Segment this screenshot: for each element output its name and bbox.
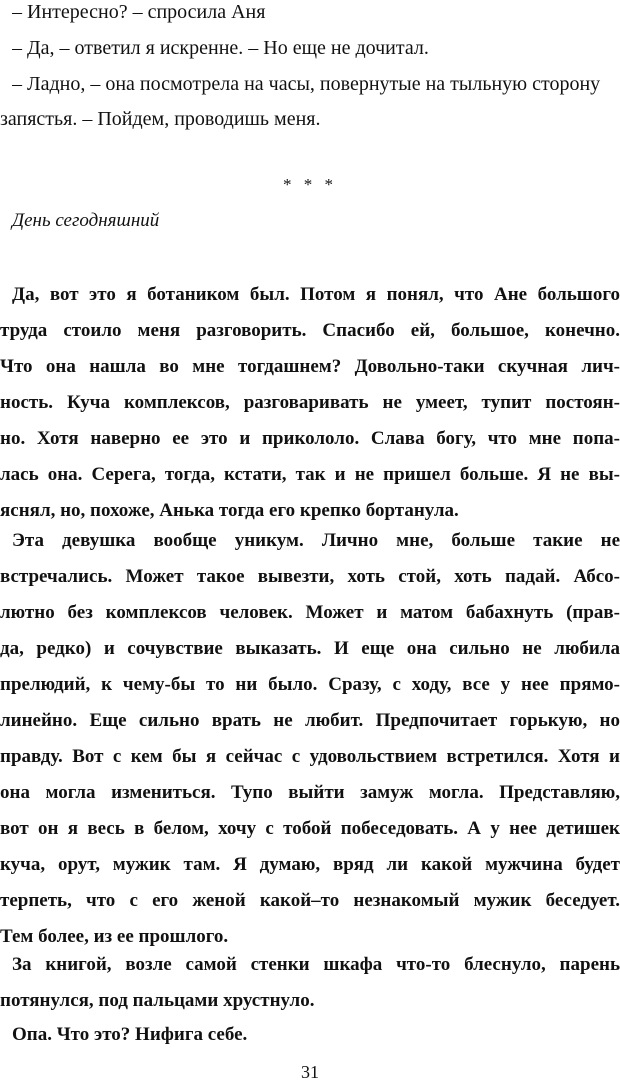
text-line: Опа. Что это? Нифига себе. bbox=[12, 1024, 248, 1045]
paragraph bbox=[0, 947, 620, 1019]
text-line: встречались. Может такое вывезти, хоть стой, хоть падай. Абсо- bbox=[0, 566, 620, 587]
text-line: вот он я весь в белом, хочу с тобой побеседовать. А у нее детишек bbox=[0, 818, 620, 839]
text-line: да, редко) и сочувствие выказать. И еще она сильно не любила bbox=[0, 638, 620, 659]
section-separator: * * * bbox=[283, 175, 337, 194]
text-line: Тем более, из ее прошлого. bbox=[0, 926, 229, 947]
dialogue-line: – Интересно? – спросила Аня bbox=[12, 1, 266, 23]
dialogue-line: – Да, – ответил я искренне. – Но еще не дочитал. bbox=[12, 37, 429, 59]
text-line: но. Хотя наверно ее это и прикололо. Слава богу, что мне попа- bbox=[0, 428, 620, 449]
text-line: терпеть, что с его женой какой–то незнакомый мужик беседует. bbox=[0, 890, 620, 911]
paragraph bbox=[0, 1017, 620, 1053]
dialogue-line: запястья. – Пойдем, проводишь меня. bbox=[0, 108, 321, 130]
text-line: куча, орут, мужик там. Я думаю, вряд ли какой мужчина будет bbox=[0, 854, 620, 875]
dialogue-line: – Ладно, – она посмотрела на часы, повернутые на тыльную сторону bbox=[12, 73, 601, 95]
text-line: правду. Вот с кем бы я сейчас с удовольствием встретился. Хотя и bbox=[0, 746, 620, 767]
paragraph bbox=[0, 277, 620, 529]
section-subtitle: День сегодняшний bbox=[12, 210, 160, 231]
text-line: яснял, но, похоже, Анька тогда его крепко бортанула. bbox=[0, 500, 459, 521]
text-line: Что она нашла во мне тогдашнем? Довольно-таки скучная лич- bbox=[0, 356, 620, 377]
text-line: прелюдий, к чему-бы то ни было. Сразу, с ходу, все у нее прямо- bbox=[0, 674, 620, 695]
paragraph bbox=[0, 523, 620, 955]
text-line: труда стоило меня разговорить. Спасибо ей, большое, конечно. bbox=[0, 320, 620, 341]
text-line: лютно без комплексов человек. Может и матом бабахнуть (прав- bbox=[0, 602, 620, 623]
text-line: она могла измениться. Тупо выйти замуж могла. Представляю, bbox=[0, 782, 620, 803]
text-line: потянулся, под пальцами хрустнуло. bbox=[0, 990, 315, 1011]
text-line: ность. Куча комплексов, разговаривать не умеет, тупит постоян- bbox=[0, 392, 620, 413]
text-line: лась она. Серега, тогда, кстати, так и не пришел больше. Я не вы- bbox=[0, 464, 620, 485]
page-number: 31 bbox=[301, 1062, 319, 1082]
text-line: Эта девушка вообще уникум. Лично мне, больше такие не bbox=[12, 530, 620, 551]
text-line: За книгой, возле самой стенки шкафа что-то блеснуло, парень bbox=[12, 954, 620, 975]
text-line: линейно. Еще сильно врать не любит. Предпочитает горькую, но bbox=[0, 710, 620, 731]
text-line: Да, вот это я ботаником был. Потом я понял, что Ане большого bbox=[12, 284, 620, 305]
